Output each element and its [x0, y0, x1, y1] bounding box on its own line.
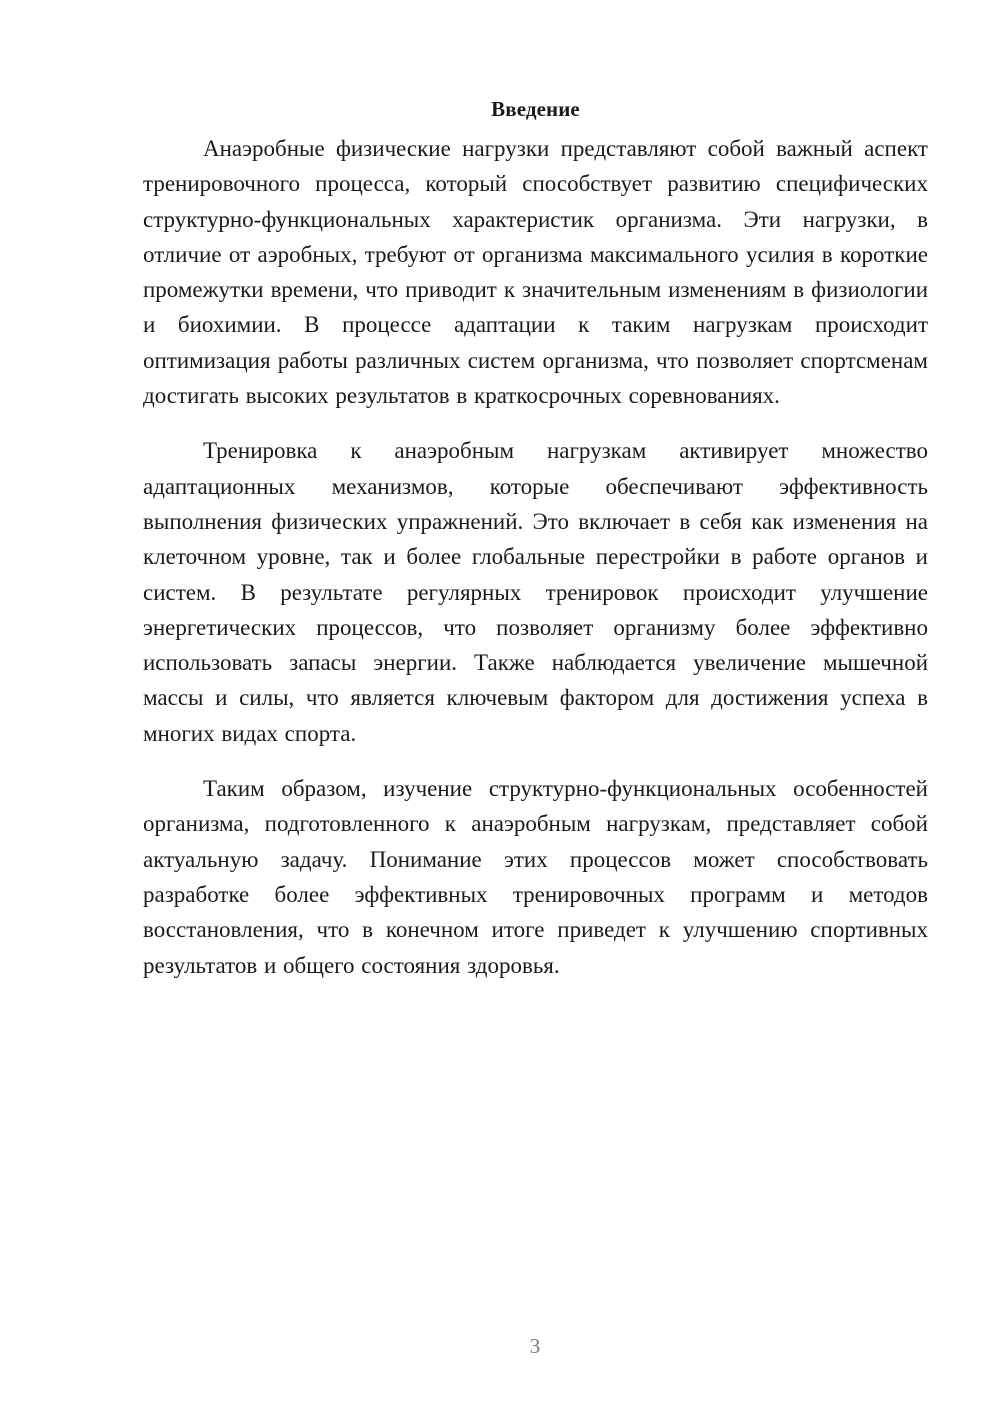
paragraph-2: Тренировка к анаэробным нагрузкам активирует множество адаптационных механизмов, которые обеспечивают эффективность выполнения физических упражнений. Это включает в себя как изменения на клеточном уровне, так и более глобальные перестройки в работе органов и систем. В результате регулярных тренировок происходит улучшение энергетических процессов, что позволяет организму более эффективно использовать запасы энергии. Также наблюдается увеличение мышечной массы и силы, что является ключевым фактором для достижения успеха в многих видах спорта. [143, 438, 928, 746]
page-number: 3 [529, 1334, 541, 1358]
page-content [143, 92, 928, 1003]
paragraph-1: Анаэробные физические нагрузки представляют собой важный аспект тренировочного процесса, который способствует развитию специфических структурно-функциональных характеристик организма. Эти нагрузки, в отличие от аэробных, требуют от организма максимального усилия в короткие промежутки времени, что приводит к значительным изменениям в физиологии и биохимии. В процессе адаптации к таким нагрузкам происходит оптимизация работы различных систем организма, что позволяет спортсменам достигать высоких результатов в краткосрочных соревнованиях. [143, 136, 928, 409]
section-title: Введение [491, 97, 580, 121]
paragraph-3: Таким образом, изучение структурно-функциональных особенностей организма, подготовленного к анаэробным нагрузкам, представляет собой актуальную задачу. Понимание этих процессов может способствовать разработке более эффективных тренировочных программ и методов восстановления, что в конечном итоге приведет к улучшению спортивных результатов и общего состояния здоровья. [143, 776, 928, 978]
